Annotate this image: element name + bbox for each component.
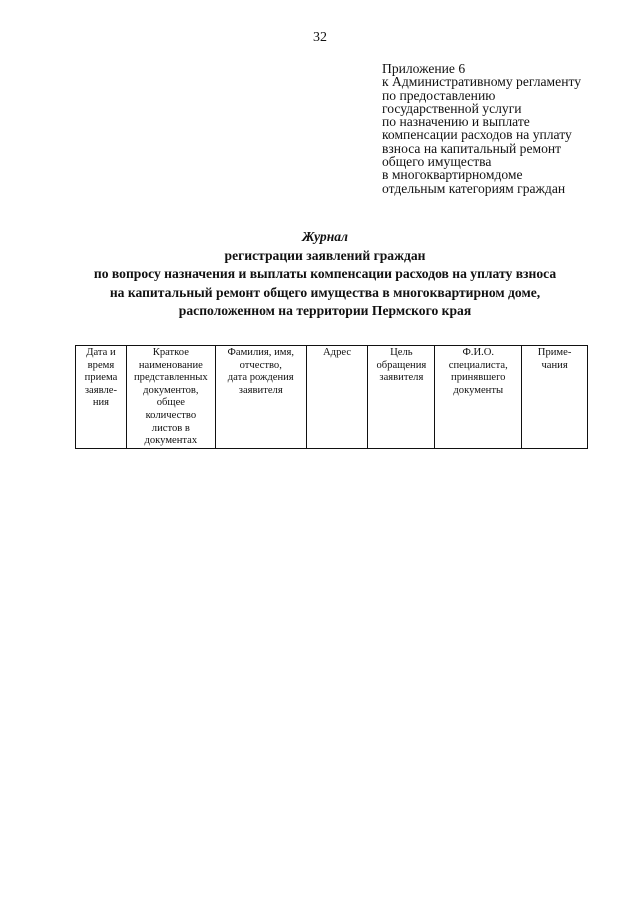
appendix-line: к Административному регламенту — [382, 74, 582, 90]
header-line: чания — [541, 359, 568, 371]
appendix-line: взноса на капитальный ремонт — [382, 140, 562, 156]
header-line: представленных — [134, 372, 208, 384]
header-line: документов, — [143, 384, 199, 396]
appendix-line: Приложение 6 — [382, 61, 466, 76]
appendix-line: по назначению и выплате — [382, 114, 530, 130]
appendix-line: по предоставлению — [382, 87, 496, 103]
appendix-header — [382, 62, 632, 195]
header-line: Краткое — [152, 347, 189, 358]
journal-title-line: расположенном на территории Пермского края — [178, 303, 472, 318]
header-line: принявшего — [451, 372, 506, 384]
header-line: документы — [453, 384, 504, 396]
header-line: отчество, — [239, 359, 282, 371]
page-number: 32 — [313, 30, 327, 45]
header-line: специалиста, — [448, 359, 508, 371]
header-line: дата рождения — [227, 372, 294, 384]
column-header-address — [306, 346, 368, 449]
appendix-line: общего имущества — [382, 154, 492, 170]
appendix-line: компенсации расходов на уплату — [382, 127, 572, 143]
header-line: обращения — [376, 359, 427, 371]
header-line: Фамилия, имя, — [227, 347, 294, 358]
appendix-line: государственной услуги — [382, 100, 522, 116]
header-line: листов в — [151, 422, 190, 434]
header-line: ния — [92, 397, 110, 409]
journal-title-line: регистрации заявлений граждан — [224, 247, 426, 263]
header-line: приема — [84, 372, 118, 384]
header-line: наименование — [138, 359, 203, 371]
appendix-line: отдельным категориям граждан — [382, 180, 566, 196]
column-header-date — [76, 346, 127, 449]
column-header-applicant-name — [215, 346, 306, 449]
header-line: заявителя — [238, 384, 283, 396]
header-line: заявле- — [84, 384, 118, 396]
journal-title — [60, 228, 590, 321]
column-header-specialist — [435, 346, 522, 449]
header-line: Приме- — [537, 347, 572, 358]
column-header-notes — [522, 346, 588, 449]
header-line: Дата и — [86, 347, 116, 358]
journal-table — [75, 345, 588, 449]
header-line: заявителя — [379, 372, 424, 384]
column-header-purpose — [368, 346, 435, 449]
header-line: время — [87, 359, 115, 371]
header-line: количество — [145, 409, 197, 421]
header-line: Цель — [390, 347, 413, 358]
header-line: Ф.И.О. — [462, 347, 495, 358]
journal-title-main: Журнал — [301, 229, 349, 244]
column-header-documents — [126, 346, 215, 449]
journal-title-line: на капитальный ремонт общего имущества в многоквартирном доме, — [109, 284, 541, 300]
appendix-line: в многоквартирномдоме — [382, 167, 523, 183]
table-header-row — [76, 346, 588, 449]
header-line: документах — [144, 435, 198, 447]
journal-title-line: по вопросу назначения и выплаты компенсации расходов на уплату взноса — [93, 266, 557, 281]
header-line: Адрес — [323, 347, 352, 358]
header-line: общее — [156, 397, 185, 409]
